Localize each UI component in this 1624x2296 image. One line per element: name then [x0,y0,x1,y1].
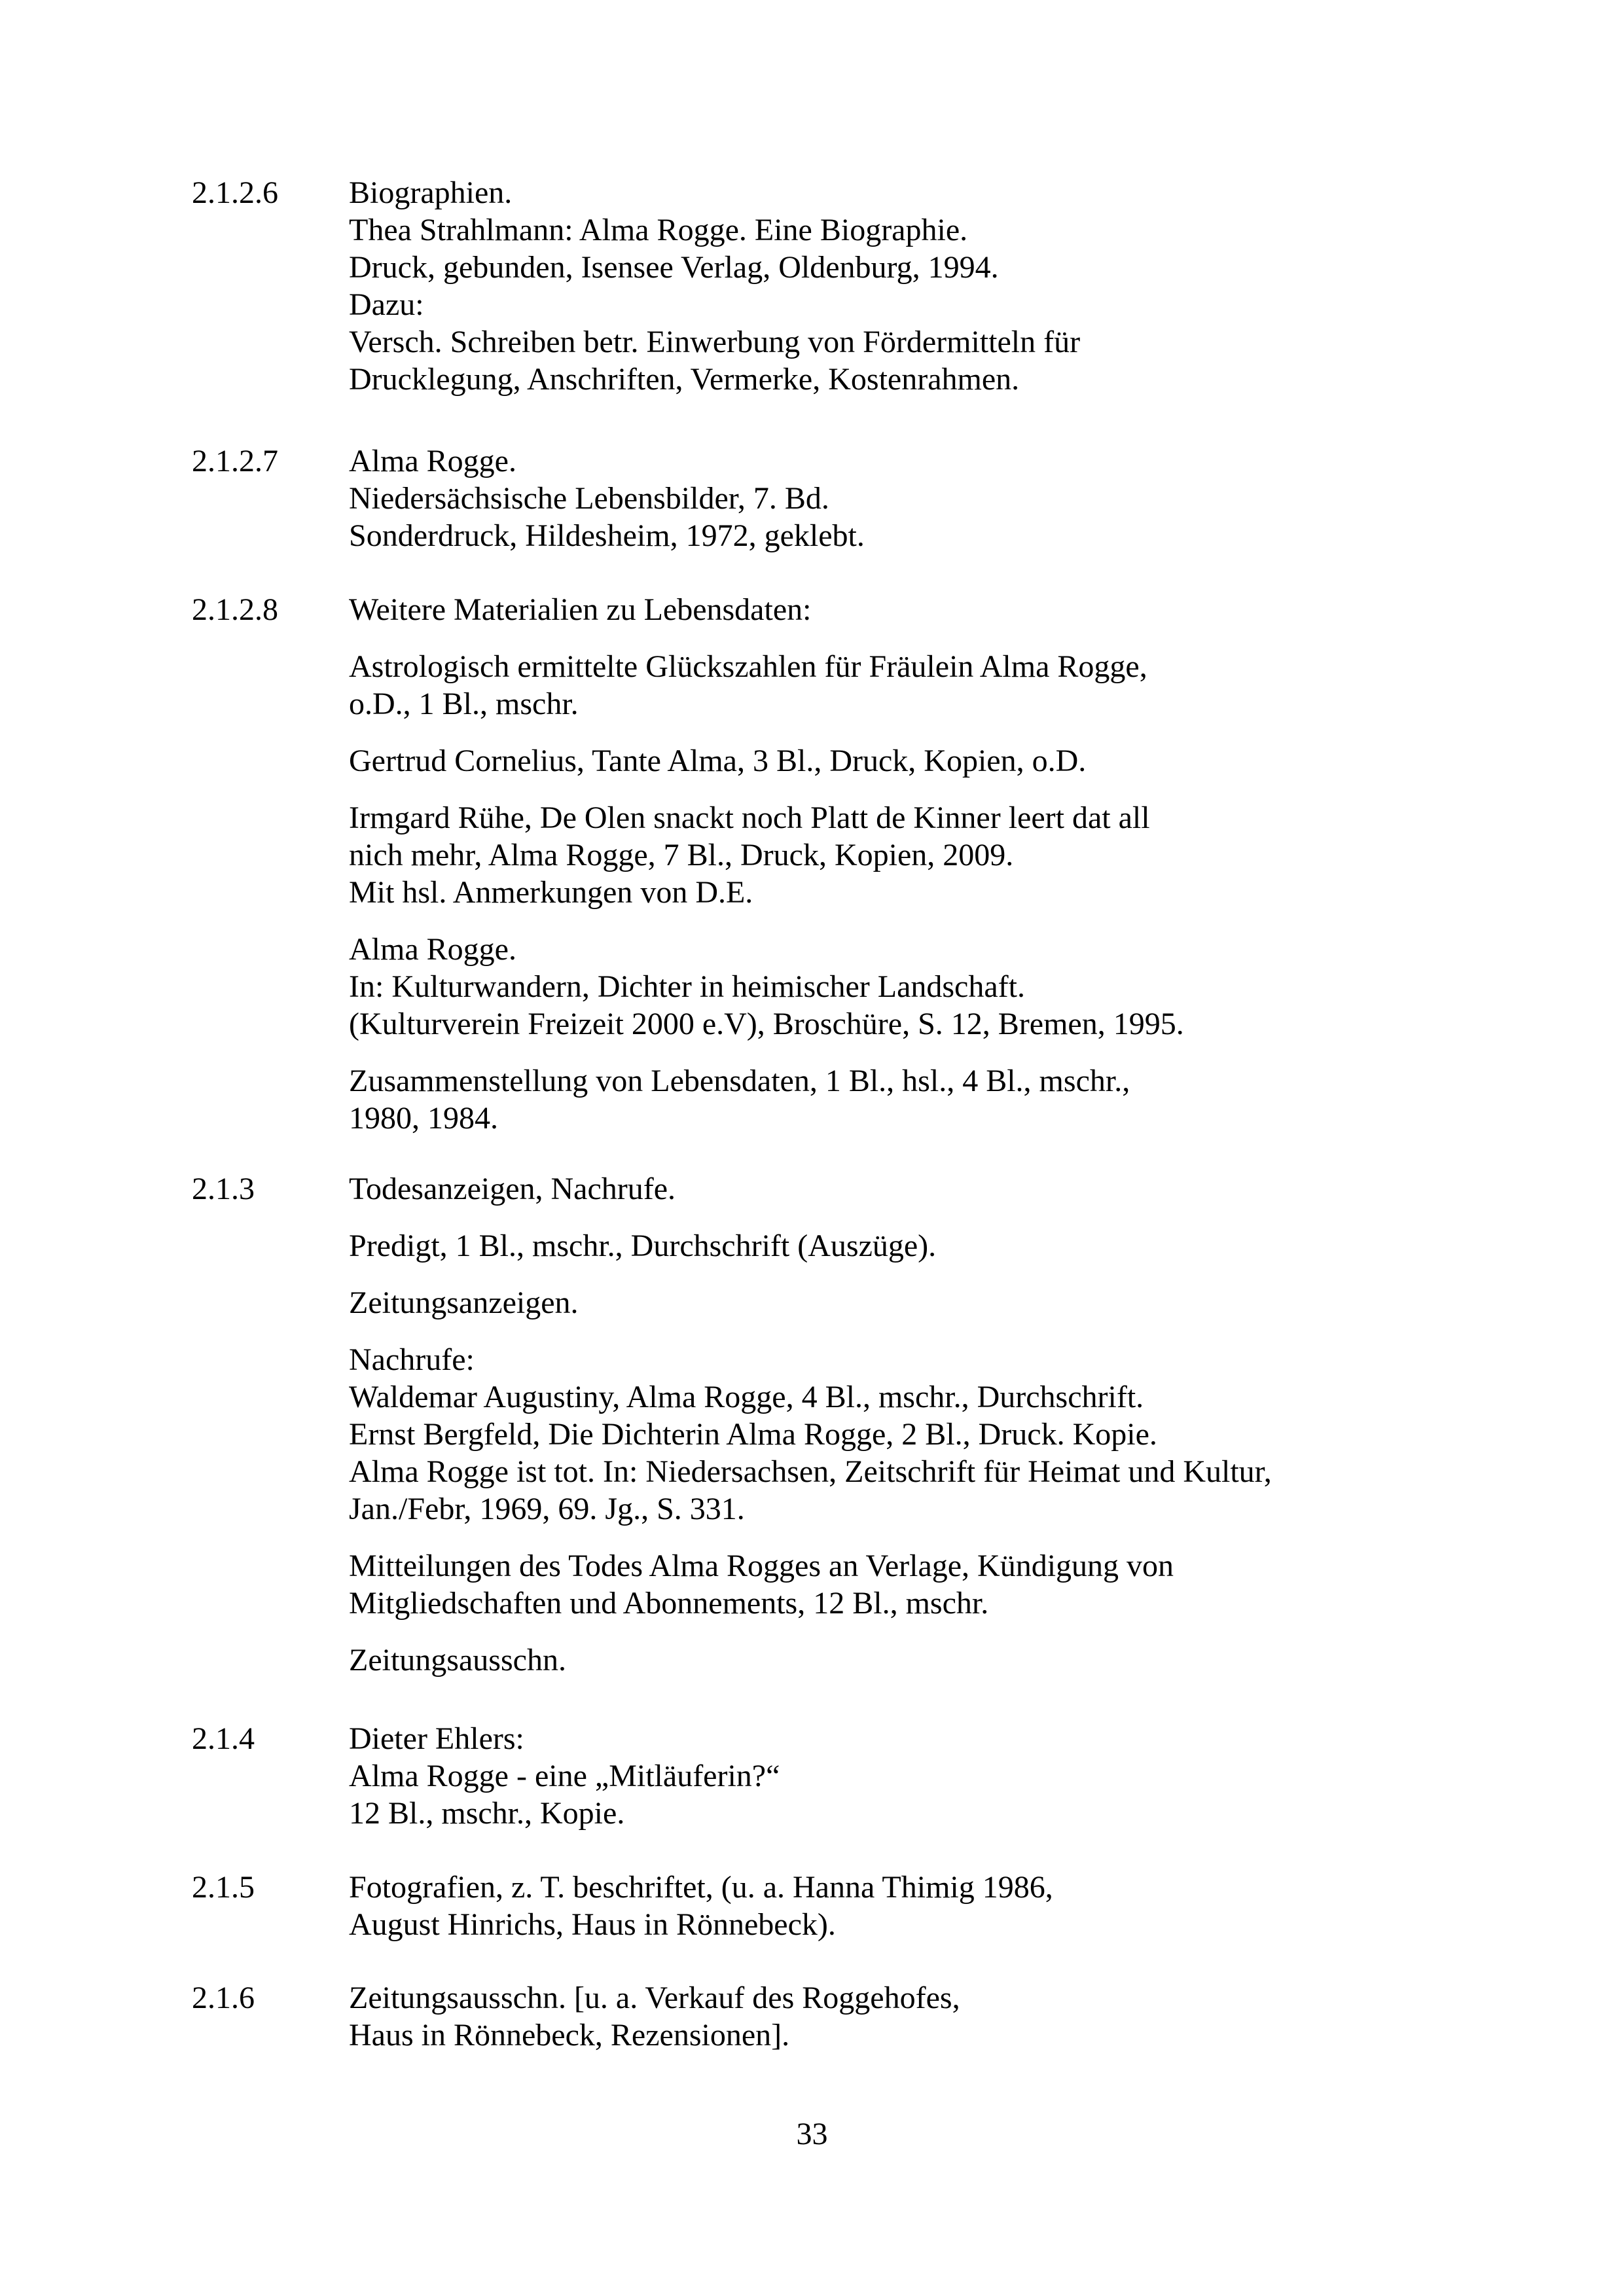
text-line: Jan./Febr, 1969, 69. Jg., S. 331. [349,1492,745,1526]
entry-body [349,442,1540,554]
entry-number: 2.1.4 [192,1721,255,1756]
text-line: Alma Rogge. [349,932,516,967]
text-line: Todesanzeigen, Nachrufe. [349,1172,676,1206]
text-line: Fotografien, z. T. beschriftet, (u. a. Hanna Thimig 1986, [349,1870,1053,1905]
entry-number: 2.1.2.6 [192,175,278,210]
paragraph [349,1341,1540,1528]
text-line: Zeitungsanzeigen. [349,1285,579,1320]
entry-body [349,1720,1540,1832]
entry-number: 2.1.3 [192,1172,255,1206]
text-line: Irmgard Rühe, De Olen snackt noch Platt de Kinner leert dat all [349,800,1150,835]
text-line: Thea Strahlmann: Alma Rogge. Eine Biographie. [349,213,968,247]
text-line: Sonderdruck, Hildesheim, 1972, geklebt. [349,518,865,553]
paragraph [349,799,1540,911]
text-line: 1980, 1984. [349,1101,498,1136]
paragraph [349,442,1540,554]
text-line: Haus in Rönnebeck, Rezensionen]. [349,2018,790,2053]
paragraph [349,1547,1540,1622]
text-line: Druck, gebunden, Isensee Verlag, Oldenburg, 1994. [349,250,999,285]
paragraph [349,1284,1540,1321]
text-line: Dazu: [349,287,424,322]
text-line: Drucklegung, Anschriften, Vermerke, Kostenrahmen. [349,362,1020,397]
text-line: (Kulturverein Freizeit 2000 e.V), Broschüre, S. 12, Bremen, 1995. [349,1007,1184,1041]
entry-body [349,174,1540,398]
text-line: Alma Rogge. [349,444,516,478]
text-line: Weitere Materialien zu Lebensdaten: [349,592,812,627]
text-line: In: Kulturwandern, Dichter in heimischer Landschaft. [349,969,1025,1004]
entry-body [349,1869,1540,1943]
text-line: Zeitungsausschn. [349,1643,566,1677]
entry-body [349,591,1540,1137]
entry-number: 2.1.2.8 [192,592,278,627]
text-line: Zeitungsausschn. [u. a. Verkauf des Roggehofes, [349,1981,960,2015]
text-line: Niedersächsische Lebensbilder, 7. Bd. [349,481,829,516]
text-line: Dieter Ehlers: [349,1721,524,1756]
paragraph [349,1720,1540,1832]
text-line: nich mehr, Alma Rogge, 7 Bl., Druck, Kopien, 2009. [349,838,1014,872]
text-line: Predigt, 1 Bl., mschr., Durchschrift (Auszüge). [349,1229,937,1263]
paragraph [349,174,1540,398]
paragraph [349,1869,1540,1943]
text-line: Alma Rogge ist tot. In: Niedersachsen, Zeitschrift für Heimat und Kultur, [349,1454,1272,1489]
entry-body [349,1170,1540,1679]
paragraph [349,1170,1540,1208]
entry-body [349,1979,1540,2054]
text-line: August Hinrichs, Haus in Rönnebeck). [349,1907,836,1942]
text-line: Nachrufe: [349,1342,475,1377]
text-line: Zusammenstellung von Lebensdaten, 1 Bl., hsl., 4 Bl., mschr., [349,1064,1130,1098]
text-line: Mit hsl. Anmerkungen von D.E. [349,875,753,910]
paragraph [349,648,1540,723]
paragraph [349,931,1540,1043]
paragraph [349,1979,1540,2054]
text-line: Mitteilungen des Todes Alma Rogges an Verlage, Kündigung von [349,1549,1174,1583]
text-line: Alma Rogge - eine „Mitläuferin?“ [349,1759,780,1793]
entry-number: 2.1.2.7 [192,444,278,478]
text-line: Astrologisch ermittelte Glückszahlen für Fräulein Alma Rogge, [349,649,1147,684]
page-number: 33 [796,2117,828,2151]
text-line: o.D., 1 Bl., mschr. [349,687,579,721]
paragraph [349,591,1540,628]
entry-number: 2.1.6 [192,1981,255,2015]
text-line: Versch. Schreiben betr. Einwerbung von Fördermitteln für [349,325,1081,359]
paragraph [349,742,1540,780]
text-line: Waldemar Augustiny, Alma Rogge, 4 Bl., mschr., Durchschrift. [349,1380,1144,1414]
text-line: 12 Bl., mschr., Kopie. [349,1796,625,1831]
entry-number: 2.1.5 [192,1870,255,1905]
text-line: Mitgliedschaften und Abonnements, 12 Bl., mschr. [349,1586,989,1621]
paragraph [349,1062,1540,1137]
paragraph [349,1227,1540,1265]
paragraph [349,1641,1540,1679]
text-line: Gertrud Cornelius, Tante Alma, 3 Bl., Druck, Kopien, o.D. [349,744,1087,778]
text-line: Ernst Bergfeld, Die Dichterin Alma Rogge, 2 Bl., Druck. Kopie. [349,1417,1157,1452]
text-line: Biographien. [349,175,513,210]
